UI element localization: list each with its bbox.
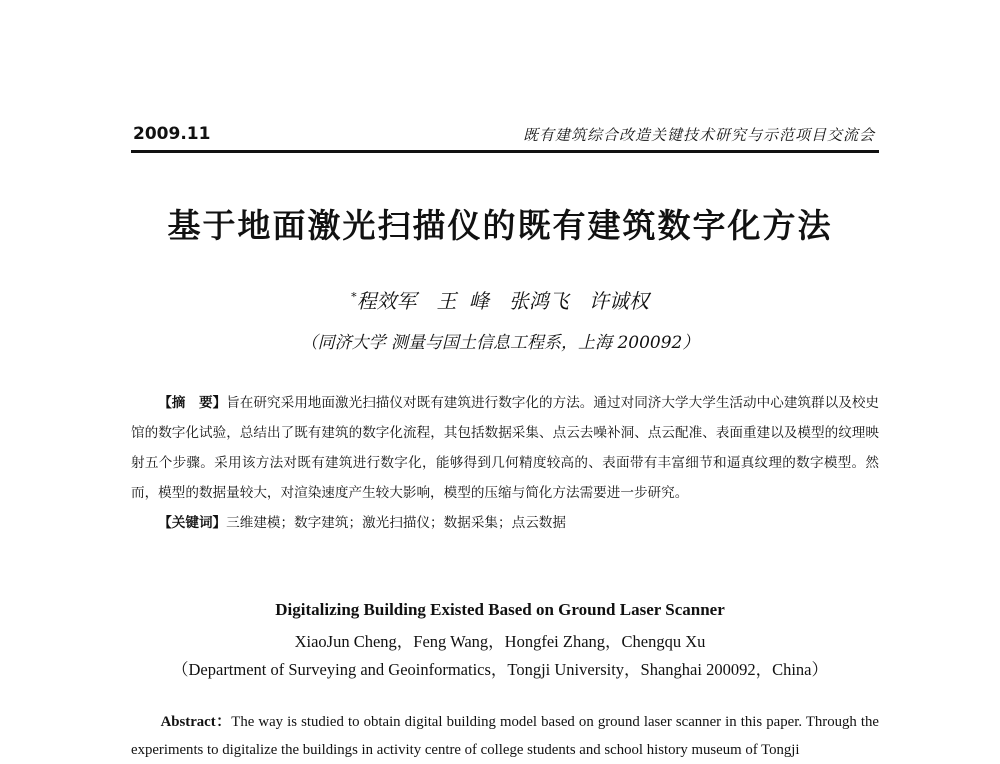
english-authors: XiaoJun Cheng，Feng Wang，Hongfei Zhang，Chengqu Xu — [294, 632, 706, 651]
english-abstract-label: Abstract： — [160, 714, 232, 730]
author-names: 程效军 王 峰 张鸿飞 许诚权 — [356, 289, 649, 313]
chinese-abstract — [131, 388, 879, 538]
english-abstract — [131, 708, 879, 764]
abstract-paragraph — [131, 388, 879, 508]
english-abstract-text: The way is studied to obtain digital building model based on ground laser scanner in this paper. Through the experiments to digitalize the buildings in activity centre of college students and school history museum of Tongji — [131, 714, 879, 758]
abstract-label: 【摘 要】 — [158, 395, 227, 411]
keywords-text: 三维建模；数字建筑；激光扫描仪；数据采集；点云数据 — [226, 515, 566, 531]
header-date: 2009.11 — [133, 124, 211, 144]
keywords-label: 【关键词】 — [158, 515, 227, 531]
keywords-paragraph — [131, 508, 879, 538]
header-conference: 既有建筑综合改造关键技术研究与示范项目交流会 — [522, 126, 875, 144]
english-affiliation: （Department of Surveying and Geoinformatics，Tongji University，Shanghai 200092，China） — [172, 660, 828, 679]
english-title: Digitalizing Building Existed Based on Ground Laser Scanner — [275, 600, 725, 619]
affiliation: （同济大学 测量与国土信息工程系，上海 200092） — [300, 333, 700, 353]
author-list — [0, 285, 1000, 314]
running-header — [131, 120, 879, 153]
corresponding-author-mark: * — [351, 290, 357, 304]
abstract-text: 旨在研究采用地面激光扫描仪对既有建筑进行数字化的方法。通过对同济大学大学生活动中心建筑群以及校史馆的数字化试验，总结出了既有建筑的数字化流程，其包括数据采集、点云去噪补洞、点云配准、表面重建以及模型的纹理映射五个步骤。采用该方法对既有建筑进行数字化，能够得到几何精度较高的、表面带有丰富细节和逼真纹理的数字模型。然而，模型的数据量较大，对渲染速度产生较大影响，模型的压缩与简化方法需要进一步研究。 — [131, 395, 880, 501]
paper-title: 基于地面激光扫描仪的既有建筑数字化方法 — [167, 206, 833, 245]
